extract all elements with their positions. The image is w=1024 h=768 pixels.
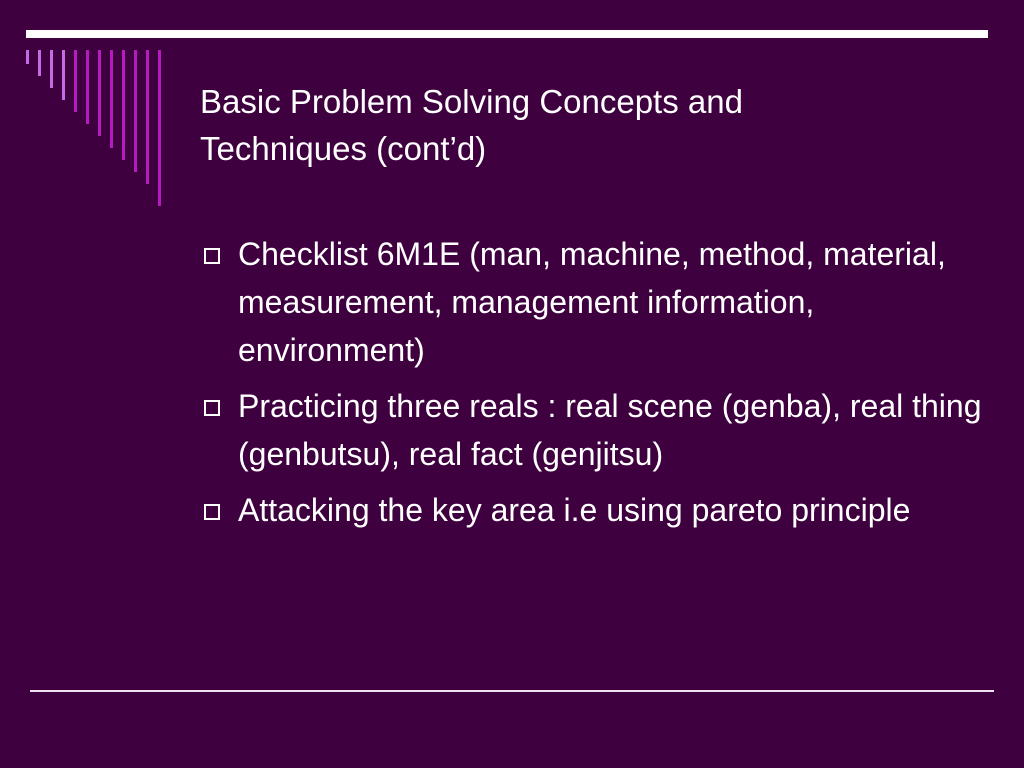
stripe xyxy=(98,50,101,136)
bullet-text: Attacking the key area i.e using pareto principle xyxy=(238,492,911,528)
stripe xyxy=(134,50,137,172)
stripe xyxy=(62,50,65,100)
bullet-text: Checklist 6M1E (man, machine, method, material, measurement, management information, environment) xyxy=(238,236,946,368)
bullet-item-three-reals xyxy=(200,382,990,478)
stripe xyxy=(110,50,113,148)
bottom-rule xyxy=(30,690,994,692)
stripe xyxy=(122,50,125,160)
bullet-item-key-area xyxy=(200,486,990,534)
stripe xyxy=(146,50,149,184)
hollow-square-bullet-icon xyxy=(204,248,220,264)
slide-title xyxy=(200,78,980,172)
top-rule xyxy=(26,30,988,38)
slide-title-line-2: Techniques (cont’d) xyxy=(200,130,487,167)
bullet-item-checklist xyxy=(200,230,990,374)
stripe xyxy=(50,50,53,88)
stripe xyxy=(86,50,89,124)
bullet-text: Practicing three reals : real scene (genba), real thing (genbutsu), real fact (genjitsu) xyxy=(238,388,982,472)
slide-title-line-1: Basic Problem Solving Concepts and xyxy=(200,83,743,120)
hollow-square-bullet-icon xyxy=(204,504,220,520)
stripe xyxy=(74,50,77,112)
stripe xyxy=(158,50,161,206)
hollow-square-bullet-icon xyxy=(204,400,220,416)
decorative-stripes xyxy=(26,50,176,210)
stripe xyxy=(38,50,41,76)
stripe xyxy=(26,50,29,64)
bullet-list xyxy=(200,230,990,542)
